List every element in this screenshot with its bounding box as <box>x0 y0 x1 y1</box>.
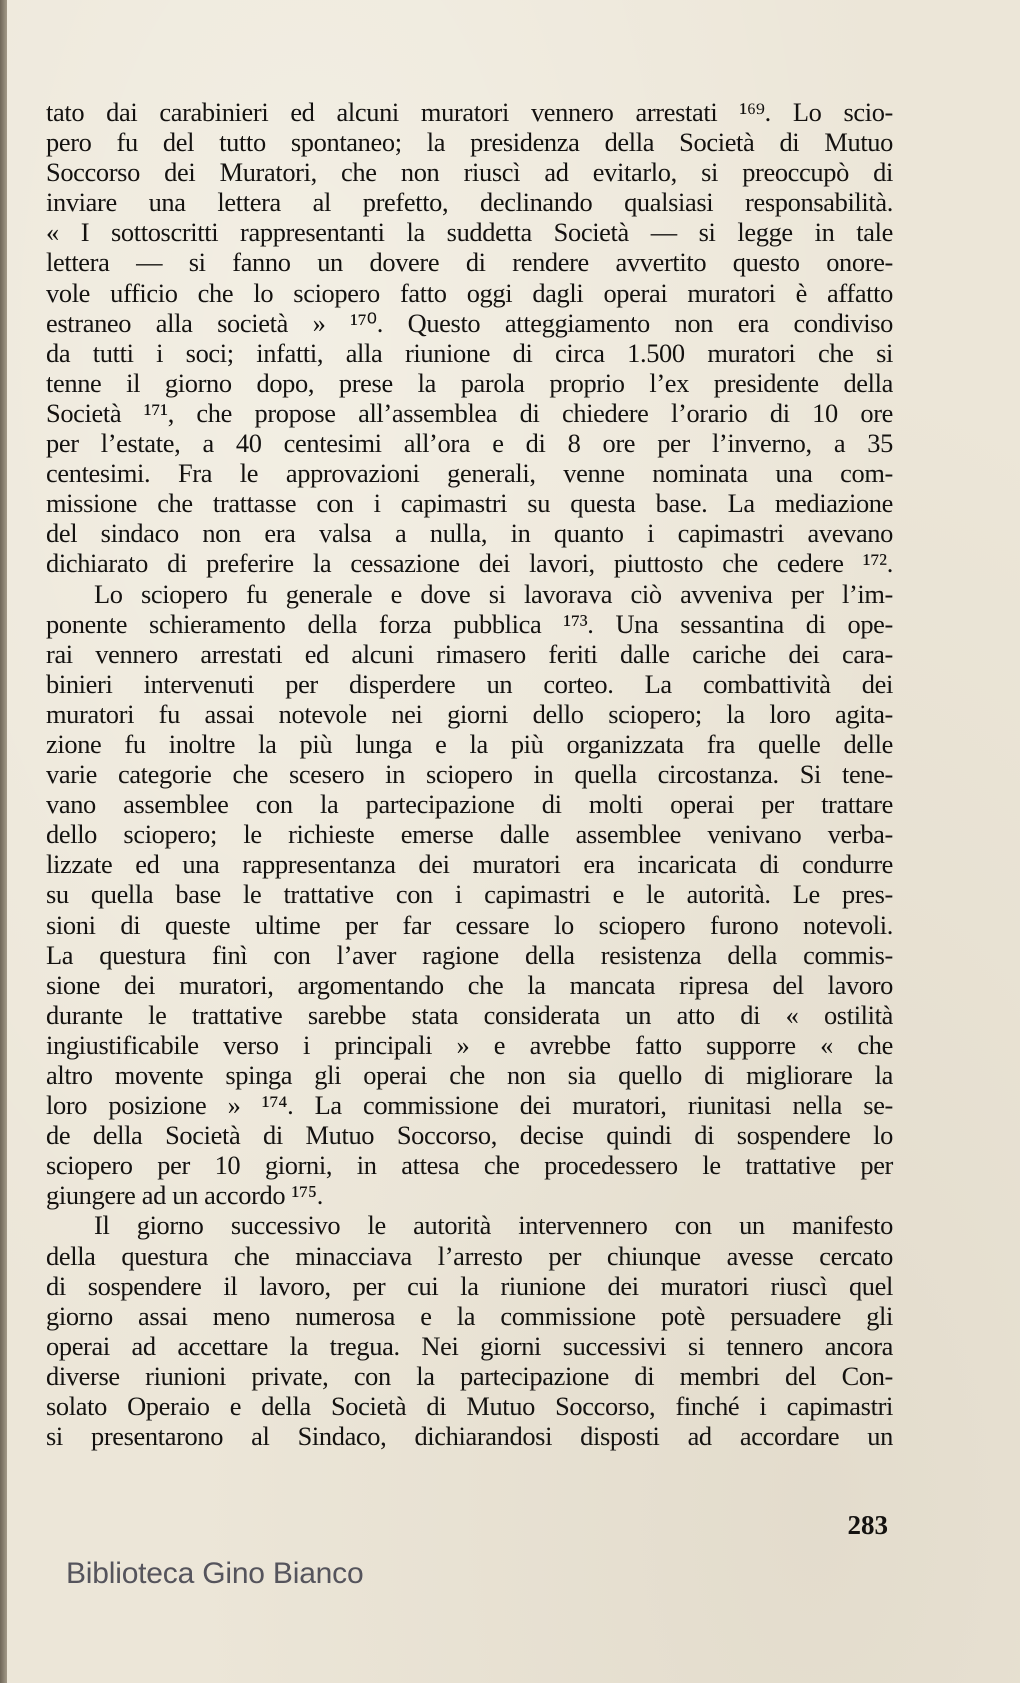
page-number: 283 <box>847 1510 888 1540</box>
text-line: da tutti i soci; infatti, alla riunione di circa 1.500 muratori che si <box>46 337 893 368</box>
text-line: giungere ad un accordo ¹⁷⁵. <box>46 1180 323 1211</box>
text-line: operai ad accettare la tregua. Nei giorni successivi si tennero ancora <box>46 1330 893 1361</box>
text-line: zione fu inoltre la più lunga e la più organizzata fra quelle delle <box>46 728 893 759</box>
text-line: su quella base le trattative con i capimastri e le autorità. Le pres- <box>46 879 893 910</box>
text-line: ingiustificabile verso i principali » e avrebbe fatto supporre « che <box>46 1029 893 1060</box>
book-spine-edge <box>0 0 7 1683</box>
text-line: varie categorie che scesero in sciopero in quella circostanza. Si tene- <box>46 759 893 790</box>
text-line: altro movente spinga gli operai che non sia quello di migliorare la <box>46 1060 893 1090</box>
text-line: Il giorno successivo le autorità intervennero con un manifesto <box>94 1210 893 1241</box>
text-line: tenne il giorno dopo, prese la parola proprio l’ex presidente della <box>46 367 893 398</box>
library-watermark: Biblioteca Gino Bianco <box>66 1557 364 1590</box>
text-line: durante le trattative sarebbe stata considerata un atto di « ostilità <box>46 999 893 1030</box>
text-line: centesimi. Fra le approvazioni generali, venne nominata una com- <box>46 458 893 489</box>
text-line: della questura che minacciava l’arresto per chiunque avesse cercato <box>46 1240 893 1271</box>
text-line: loro posizione » ¹⁷⁴. La commissione dei muratori, riunitasi nella se- <box>46 1090 893 1121</box>
text-line: ponente schieramento della forza pubblica ¹⁷³. Una sessantina di ope- <box>46 608 893 639</box>
text-line: tato dai carabinieri ed alcuni muratori vennero arrestati ¹⁶⁹. Lo scio- <box>46 97 893 127</box>
text-line: solato Operaio e della Società di Mutuo Soccorso, finché i capimastri <box>46 1391 893 1422</box>
text-line: lizzate ed una rappresentanza dei muratori era incaricata di condurre <box>46 849 893 880</box>
text-line: del sindaco non era valsa a nulla, in quanto i capimastri avevano <box>46 518 893 549</box>
text-line: binieri intervenuti per disperdere un corteo. La combattività dei <box>46 668 893 699</box>
text-line: si presentarono al Sindaco, dichiarandosi disposti ad accordare un <box>46 1421 893 1452</box>
text-line: « I sottoscritti rappresentanti la suddetta Società — si legge in tale <box>46 217 893 248</box>
text-line: inviare una lettera al prefetto, declinando qualsiasi responsabilità. <box>46 187 893 218</box>
text-line: vole ufficio che lo sciopero fatto oggi dagli operai muratori è affatto <box>46 277 893 308</box>
text-line: Società ¹⁷¹, che propose all’assemblea di chiedere l’orario di 10 ore <box>46 397 893 428</box>
text-line: La questura finì con l’aver ragione della resistenza della commis- <box>46 939 893 970</box>
text-line: di sospendere il lavoro, per cui la riunione dei muratori riuscì quel <box>46 1270 893 1301</box>
text-line: pero fu del tutto spontaneo; la presidenza della Società di Mutuo <box>46 127 893 158</box>
text-line: sioni di queste ultime per far cessare lo sciopero furono notevoli. <box>46 909 893 940</box>
text-line: giorno assai meno numerosa e la commissione potè persuadere gli <box>46 1300 893 1331</box>
text-line: dichiarato di preferire la cessazione dei lavori, piuttosto che cedere ¹⁷². <box>46 548 893 579</box>
text-line: rai vennero arrestati ed alcuni rimasero feriti dalle cariche dei cara- <box>46 638 893 669</box>
text-line: estraneo alla società » ¹⁷⁰. Questo atteggiamento non era condiviso <box>46 307 893 338</box>
text-line: per l’estate, a 40 centesimi all’ora e di 8 ore per l’inverno, a 35 <box>46 428 893 459</box>
text-line: lettera — si fanno un dovere di rendere avvertito questo onore- <box>46 247 893 278</box>
text-line: de della Società di Mutuo Soccorso, decise quindi di sospendere lo <box>46 1120 893 1151</box>
text-line: diverse riunioni private, con la partecipazione di membri del Con- <box>46 1360 893 1391</box>
text-line: Soccorso dei Muratori, che non riuscì ad evitarlo, si preoccupò di <box>46 157 893 188</box>
text-line: vano assemblee con la partecipazione di molti operai per trattare <box>46 789 893 820</box>
text-line: sciopero per 10 giorni, in attesa che procedessero le trattative per <box>46 1150 893 1181</box>
text-line: sione dei muratori, argomentando che la mancata ripresa del lavoro <box>46 969 893 1000</box>
text-line: Lo sciopero fu generale e dove si lavorava ciò avveniva per l’im- <box>94 578 893 609</box>
text-line: missione che trattasse con i capimastri su questa base. La mediazione <box>46 488 893 519</box>
text-line: dello sciopero; le richieste emerse dalle assemblee venivano verba- <box>46 819 893 850</box>
body-text <box>46 97 893 1451</box>
text-line: muratori fu assai notevole nei giorni dello sciopero; la loro agita- <box>46 698 893 729</box>
